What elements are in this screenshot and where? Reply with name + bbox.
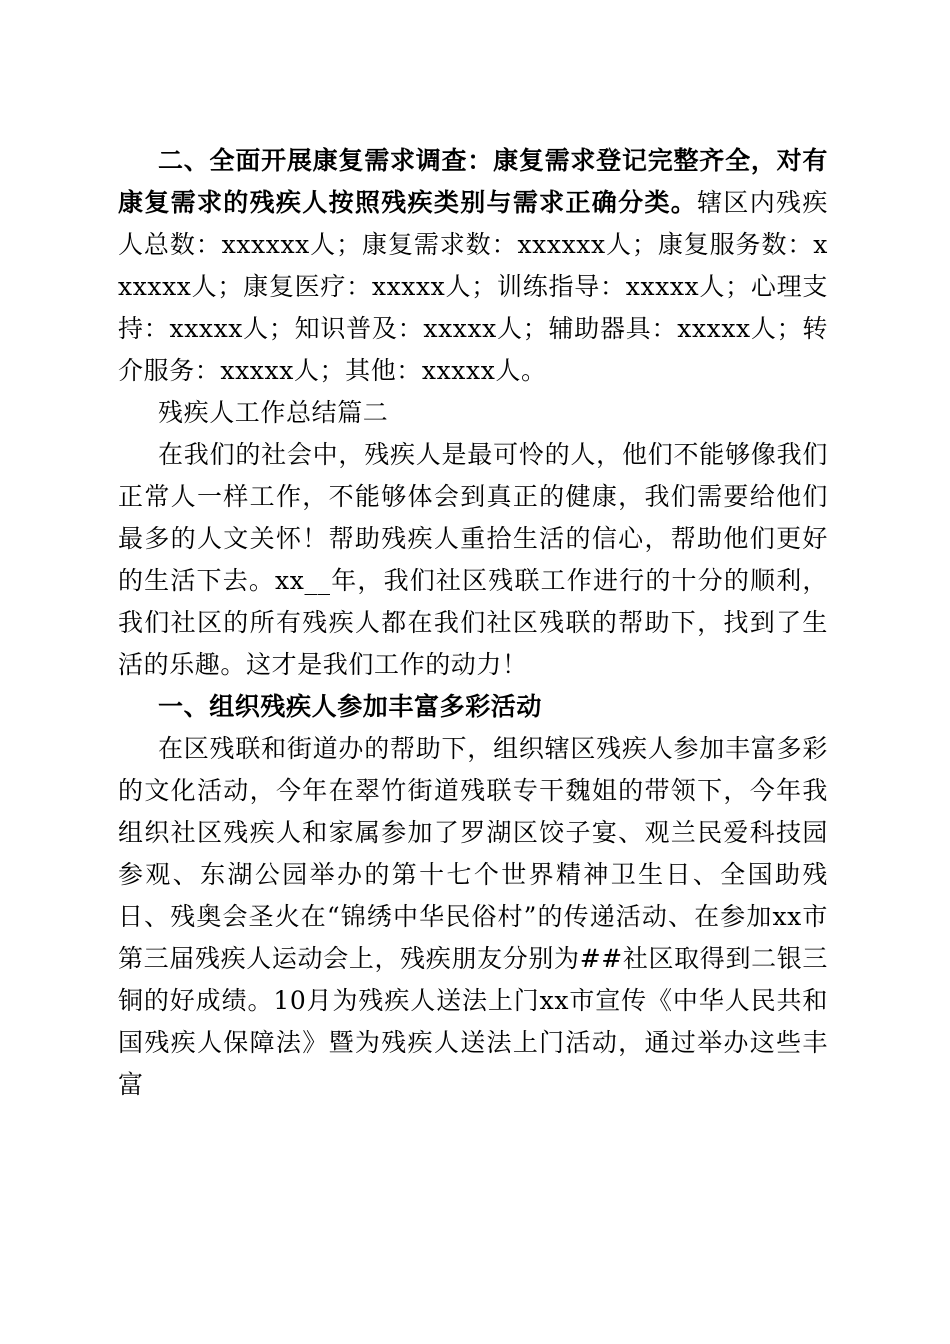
- section-two-heading-text: 二、全面开展康复需求调查：康复需求登记完整齐全，对有康复需求的残疾人按照残疾类别与需求正确分类。: [118, 146, 828, 217]
- activities-paragraph: 在区残联和街道办的帮助下，组织辖区残疾人参加丰富多彩的文化活动，今年在翠竹街道残联专干魏姐的带领下，今年我组织社区残疾人和家属参加了罗湖区饺子宴、观兰民爱科技园参观、东湖公园举办的第十七个世界精神卫生日、全国助残日、残奥会圣火在“锦绣中华民俗村”的传递活动、在参加xx市第三届残疾人运动会上，残疾朋友分别为##社区取得到二银三铜的好成绩。10月为残疾人送法上门xx市宣传《中华人民共和国残疾人保障法》暨为残疾人送法上门活动，通过举办这些丰富: [118, 734, 828, 1099]
- intro-paragraph: 在我们的社会中，残疾人是最可怜的人，他们不能够像我们正常人一样工作，不能够体会到真正的健康，我们需要给他们最多的人文关怀！帮助残疾人重拾生活的信心，帮助他们更好的生活下去。xx__年，我们社区残联工作进行的十分的顺利，我们社区的所有残疾人都在我们社区残联的帮助下，找到了生活的乐趣。这才是我们工作的动力！: [118, 440, 828, 679]
- document-body: [118, 140, 828, 1106]
- section-two-paragraph: [118, 140, 828, 392]
- article-two-title: 残疾人工作总结篇二: [158, 398, 389, 427]
- section-two-body-text: 辖区内残疾人总数：xxxxxx人；康复需求数：xxxxxx人；康复服务数：xxxxxx人；康复医疗：xxxxx人；训练指导：xxxxx人；心理支持：xxxxx人；知识普及：xxxxx人；辅助器具：xxxxx人；转介服务：xxxxx人；其他：xxxxx人。: [118, 188, 828, 385]
- heading-one: 一、组织残疾人参加丰富多彩活动: [158, 692, 543, 721]
